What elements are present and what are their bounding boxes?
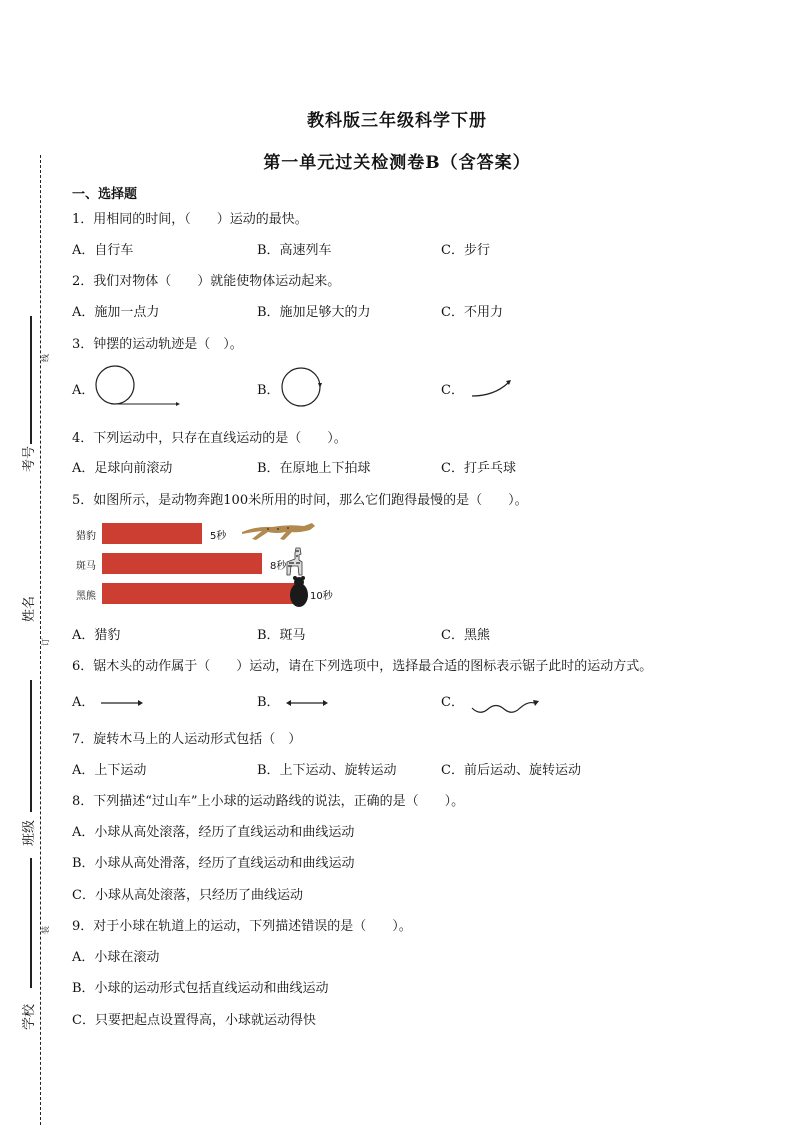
xuexiao-label: 学校 (22, 1003, 37, 1030)
q8-option-a: A．小球从高处滚落，经历了直线运动和曲线运动 (72, 825, 355, 840)
q6-option-a: A． (72, 695, 95, 710)
question-3: 3．钟摆的运动轨迹是（ ）。 (72, 337, 243, 352)
document-title: 教科版三年级科学下册 (307, 111, 487, 131)
question-1: 1．用相同的时间，（ ）运动的最快。 (72, 212, 308, 227)
q8-option-b: B．小球从高处滑落，经历了直线运动和曲线运动 (72, 856, 355, 871)
margin-zhuang-mark: 装 (41, 926, 50, 934)
banji-blank-line (30, 680, 32, 812)
kaohao-label: 考号 (22, 445, 37, 472)
section-heading: 一、选择题 (72, 187, 138, 202)
xingming-label: 姓名 (22, 595, 37, 622)
chart-category-label: 黑熊 (76, 591, 96, 602)
q4-option-c: C．打乒乓球 (441, 461, 516, 476)
q5-option-b: B．斑马 (257, 628, 306, 643)
q2-option-c: C．不用力 (441, 305, 503, 320)
q7-option-b: B．上下运动、旋转运动 (257, 763, 397, 778)
margin-ding-mark: 订 (41, 638, 50, 646)
question-2: 2．我们对物体（ ）就能使物体运动起来。 (72, 274, 341, 289)
q1-option-b: B．高速列车 (257, 243, 332, 258)
right-arrow-icon (100, 697, 144, 709)
banji-label: 班级 (22, 819, 37, 846)
question-7: 7．旋转木马上的人运动形式包括（ ） (72, 732, 302, 747)
chart-bar (102, 553, 262, 574)
q1-option-c: C．步行 (441, 243, 490, 258)
question-6: 6．锯木头的动作属于（ ）运动，请在下列选项中，选择最合适的图标表示锯子此时的运动方式。 (72, 659, 653, 674)
q6-option-c: C． (441, 695, 464, 710)
double-arrow-icon (285, 697, 329, 709)
arc-figure (470, 376, 514, 402)
q3-option-c: C． (441, 383, 464, 398)
q9-option-c: C．只要把起点设置得高，小球就运动得快 (72, 1013, 316, 1028)
q9-option-b: B．小球的运动形式包括直线运动和曲线运动 (72, 981, 329, 996)
chart-bar (102, 523, 202, 544)
xuexiao-blank-line (30, 858, 32, 988)
q8-option-c: C．小球从高处滚落，只经历了曲线运动 (72, 888, 303, 903)
chart-bar (102, 583, 302, 604)
q4-option-b: B．在原地上下拍球 (257, 461, 371, 476)
chart-category-label: 斑马 (76, 561, 96, 572)
q5-option-a: A．猎豹 (72, 628, 121, 643)
document-subtitle: 第一单元过关检测卷B（含答案） (263, 153, 531, 173)
q7-option-c: C．前后运动、旋转运动 (441, 763, 581, 778)
circle-with-line-figure (94, 364, 184, 410)
q2-option-a: A．施加一点力 (72, 305, 160, 320)
q3-option-a: A． (72, 383, 95, 398)
question-4: 4．下列运动中，只存在直线运动的是（ ）。 (72, 431, 347, 446)
q5-option-c: C．黑熊 (441, 628, 490, 643)
q1-option-a: A．自行车 (72, 243, 134, 258)
question-5: 5．如图所示，是动物奔跑100米所用的时间，那么它们跑得最慢的是（ ）。 (72, 493, 528, 508)
question-9: 9．对于小球在轨道上的运动，下列描述错误的是（ ）。 (72, 919, 412, 934)
q6-option-b: B． (257, 695, 280, 710)
chart-value-label: 8秒 (270, 561, 287, 572)
cheetah-image (238, 516, 318, 546)
chart-value-label: 5秒 (210, 531, 227, 542)
q3-option-b: B． (257, 383, 280, 398)
margin-xian-mark: 线 (41, 354, 50, 362)
q7-option-a: A．上下运动 (72, 763, 147, 778)
wavy-arrow-icon (470, 696, 542, 718)
kaohao-blank-line (30, 316, 32, 444)
zebra-image (282, 546, 306, 576)
q2-option-b: B．施加足够大的力 (257, 305, 371, 320)
bear-image (287, 576, 311, 608)
q9-option-a: A．小球在滚动 (72, 950, 160, 965)
circle-figure (280, 366, 324, 410)
chart-category-label: 猎豹 (76, 531, 96, 542)
question-8: 8．下列描述“过山车”上小球的运动路线的说法，正确的是（ ）。 (72, 794, 465, 809)
chart-value-label: 10秒 (310, 591, 333, 602)
q4-option-a: A．足球向前滚动 (72, 461, 173, 476)
